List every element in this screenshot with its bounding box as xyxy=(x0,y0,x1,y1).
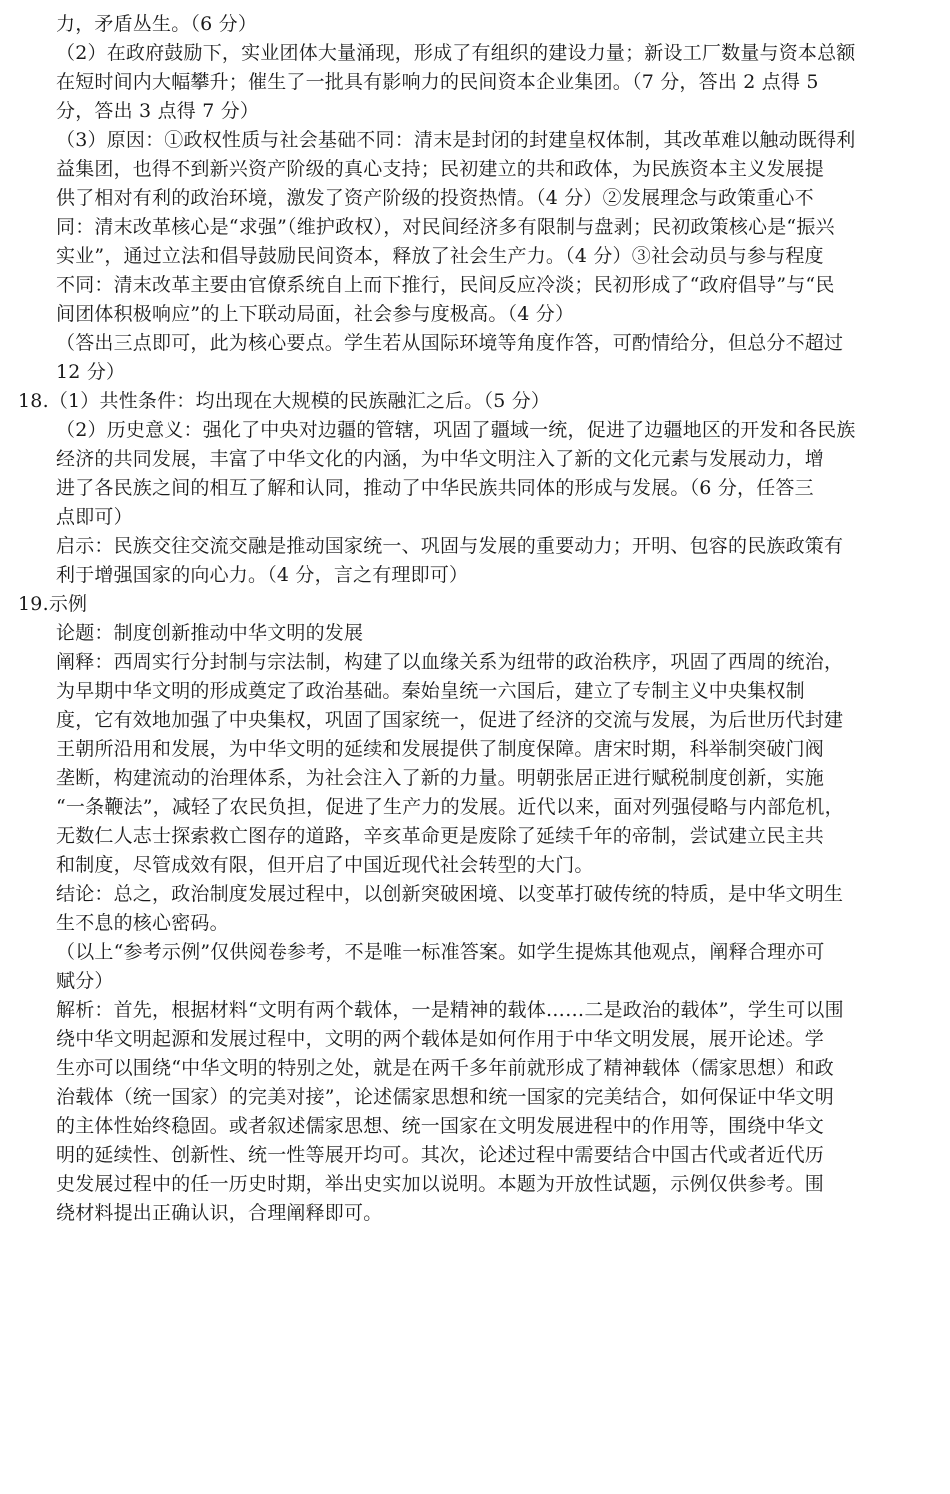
text-line: 供了相对有利的政治环境，激发了资产阶级的投资热情。（4 分）②发展理念与政策重心不 xyxy=(56,187,814,209)
text-line: （2）在政府鼓励下，实业团体大量涌现，形成了有组织的建设力量；新设工厂数量与资本总额 xyxy=(56,42,856,64)
text-line: （2）历史意义：强化了中央对边疆的管辖，巩固了疆域一统，促进了边疆地区的开发和各民族 xyxy=(56,419,856,441)
text-line: 同：清末改革核心是“求强”（维护政权），对民间经济多有限制与盘剥；民初政策核心是“振兴 xyxy=(56,216,835,238)
text-line: 阐释：西周实行分封制与宗法制，构建了以血缘关系为纽带的政治秩序，巩固了西周的统治， xyxy=(56,651,844,673)
text-line: 解析：首先，根据材料“文明有两个载体，一是精神的载体……二是政治的载体”，学生可以围 xyxy=(56,999,844,1021)
text-line: （3）原因：①政权性质与社会基础不同：清末是封闭的封建皇权体制，其改革难以触动既得利 xyxy=(56,129,856,151)
text-line: 间团体积极响应”的上下联动局面，社会参与度极高。（4 分） xyxy=(56,303,575,325)
text-line: 为早期中华文明的形成奠定了政治基础。秦始皇统一六国后，建立了专制主义中央集权制 xyxy=(56,680,805,702)
text-line: “一条鞭法”，减轻了农民负担，促进了生产力的发展。近代以来，面对列强侵略与内部危机， xyxy=(56,796,844,818)
text-line: 益集团，也得不到新兴资产阶级的真心支持；民初建立的共和政体，为民族资本主义发展提 xyxy=(56,158,825,180)
text-line: 论题：制度创新推动中华文明的发展 xyxy=(56,622,364,644)
text-line: 史发展过程中的任一历史时期，举出史实加以说明。本题为开放性试题，示例仅供参考。围 xyxy=(56,1173,825,1195)
text-line: 在短时间内大幅攀升；催生了一批具有影响力的民间资本企业集团。（7 分，答出 2 点得 5 xyxy=(56,71,819,93)
text-line: 治载体（统一国家）的完美对接”，论述儒家思想和统一国家的完美结合，如何保证中华文明 xyxy=(56,1086,834,1108)
text-line: （答出三点即可，此为核心要点。学生若从国际环境等角度作答，可酌情给分，但总分不超过 xyxy=(56,332,844,354)
text-line: 实业”，通过立法和倡导鼓励民间资本，释放了社会生产力。（4 分）③社会动员与参与程度 xyxy=(56,245,824,267)
text-line: 明的延续性、创新性、统一性等展开均可。其次，论述过程中需要结合中国古代或者近代历 xyxy=(56,1144,825,1166)
question-18-line: 18.（1）共性条件：均出现在大规模的民族融汇之后。（5 分） xyxy=(18,390,551,412)
text-line: 度，它有效地加强了中央集权，巩固了国家统一，促进了经济的交流与发展，为后世历代封建 xyxy=(56,709,844,731)
text-line: 绕中华文明起源和发展过程中，文明的两个载体是如何作用于中华文明发展，展开论述。学 xyxy=(56,1028,825,1050)
text-line: 的主体性始终稳固。或者叙述儒家思想、统一国家在文明发展进程中的作用等，围绕中华文 xyxy=(56,1115,825,1137)
text-line: 和制度，尽管成效有限，但开启了中国近现代社会转型的大门。 xyxy=(56,854,594,876)
text-line: 绕材料提出正确认识，合理阐释即可。 xyxy=(56,1202,383,1224)
text-line: 进了各民族之间的相互了解和认同，推动了中华民族共同体的形成与发展。（6 分，任答三 xyxy=(56,477,814,499)
text-line: 利于增强国家的向心力。（4 分，言之有理即可） xyxy=(56,564,469,586)
text-line: 结论：总之，政治制度发展过程中，以创新突破困境、以变革打破传统的特质，是中华文明生 xyxy=(56,883,844,905)
text-line: 力，矛盾丛生。（6 分） xyxy=(56,13,258,35)
text-line: 启示：民族交往交流交融是推动国家统一、巩固与发展的重要动力；开明、包容的民族政策有 xyxy=(56,535,844,557)
text-line: 点即可） xyxy=(56,506,133,528)
text-line: 赋分） xyxy=(56,970,114,992)
text-line: 王朝所沿用和发展，为中华文明的延续和发展提供了制度保障。唐宋时期，科举制突破门阀 xyxy=(56,738,825,760)
text-line: 分，答出 3 点得 7 分） xyxy=(56,100,260,122)
text-line: 垄断，构建流动的治理体系，为社会注入了新的力量。明朝张居正进行赋税制度创新，实施 xyxy=(56,767,825,789)
text-line: 生亦可以围绕“中华文明的特别之处，就是在两千多年前就形成了精神载体（儒家思想）和政 xyxy=(56,1057,834,1079)
text-line: （以上“参考示例”仅供阅卷参考，不是唯一标准答案。如学生提炼其他观点，阐释合理亦可 xyxy=(56,941,825,963)
text-line: 无数仁人志士探索救亡图存的道路，辛亥革命更是废除了延续千年的帝制，尝试建立民主共 xyxy=(56,825,825,847)
text-line: 生不息的核心密码。 xyxy=(56,912,229,934)
text-line: 不同：清末改革主要由官僚系统自上而下推行，民间反应冷淡；民初形成了“政府倡导”与“民 xyxy=(56,274,835,296)
text-line: 经济的共同发展，丰富了中华文化的内涵，为中华文明注入了新的文化元素与发展动力，增 xyxy=(56,448,825,470)
text-line: 12 分） xyxy=(56,361,126,383)
question-19-line: 19.示例 xyxy=(18,593,88,615)
